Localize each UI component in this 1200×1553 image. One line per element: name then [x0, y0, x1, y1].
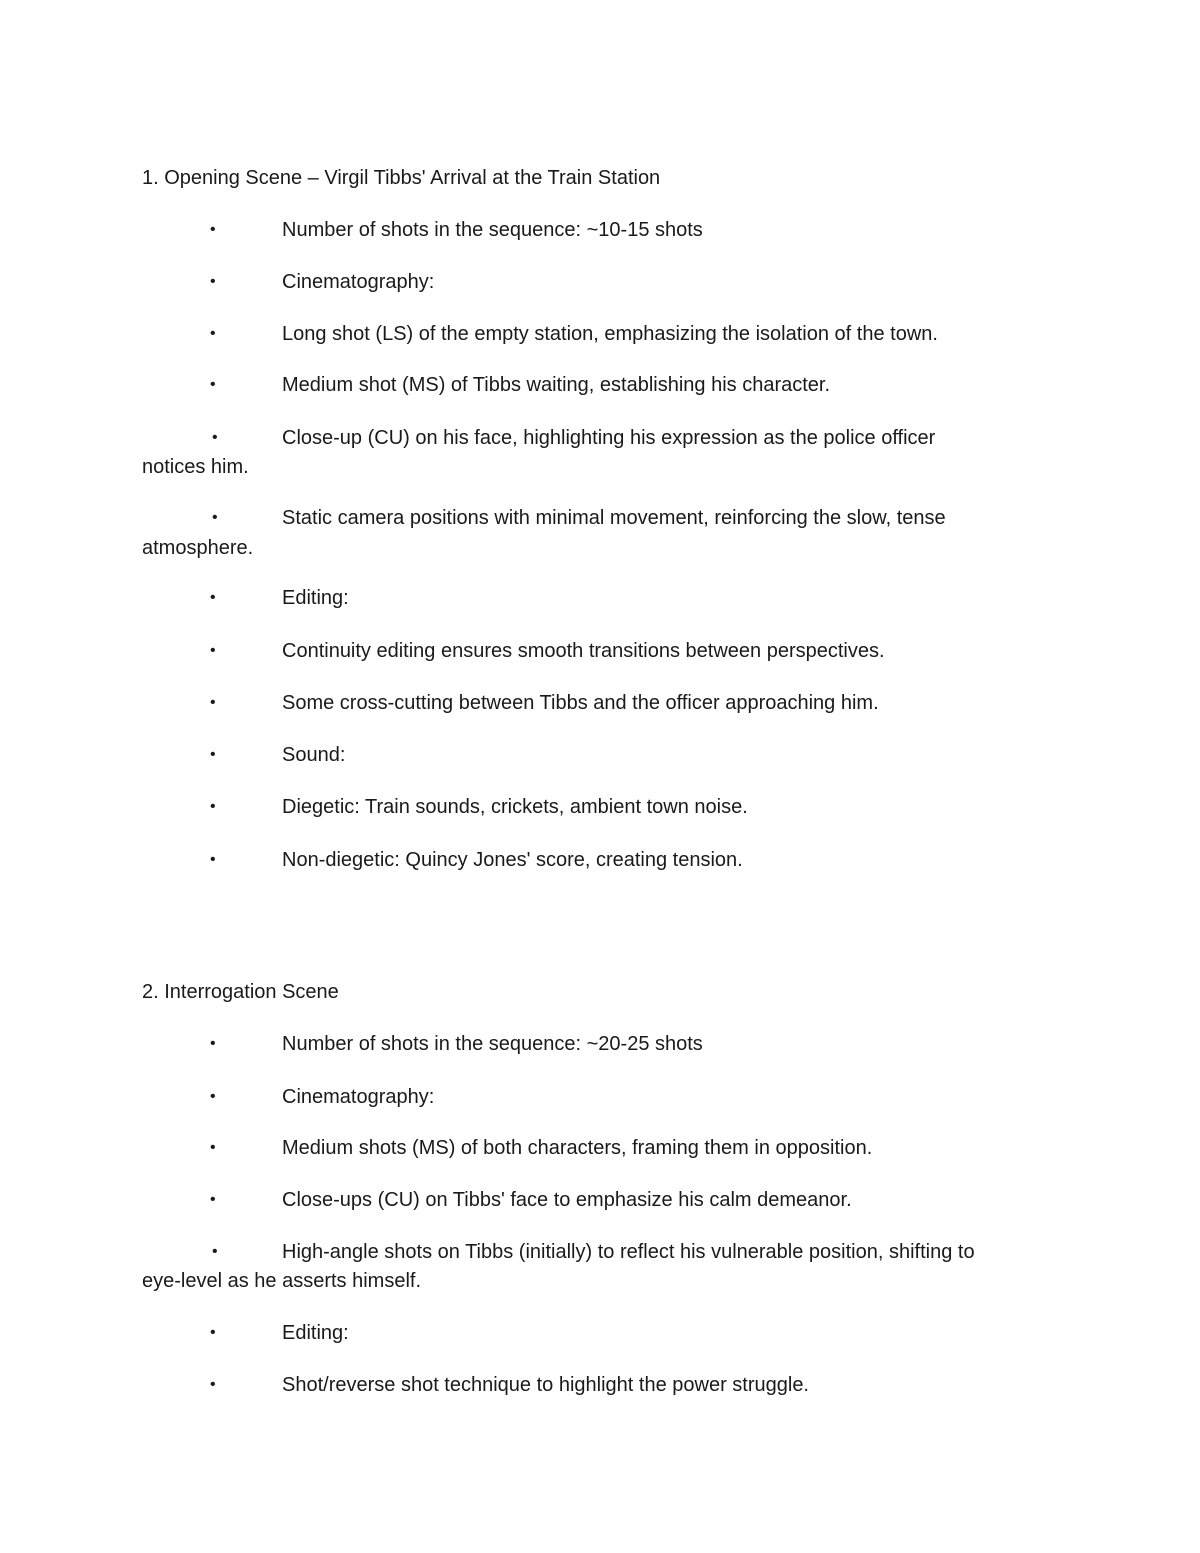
bullet-icon: • — [212, 509, 218, 526]
bullet-icon: • — [210, 221, 216, 238]
section-heading: 1. Opening Scene – Virgil Tibbs' Arrival at the Train Station — [142, 167, 661, 189]
bullet-icon: • — [210, 325, 216, 342]
bullet-icon: • — [210, 1088, 216, 1105]
bullet-icon: • — [212, 429, 218, 446]
list-item-text: Shot/reverse shot technique to highlight the power struggle. — [282, 1374, 809, 1396]
bullet-icon: • — [210, 1376, 216, 1393]
list-item-text: Cinematography: — [282, 1086, 435, 1108]
bullet-icon: • — [210, 642, 216, 659]
bullet-icon: • — [210, 273, 216, 290]
bullet-icon: • — [210, 798, 216, 815]
list-item-text: Close-up (CU) on his face, highlighting his expression as the police officer — [282, 427, 936, 449]
bullet-icon: • — [210, 1191, 216, 1208]
bullet-icon: • — [210, 376, 216, 393]
list-item-text: Diegetic: Train sounds, crickets, ambient town noise. — [282, 796, 748, 818]
list-item-text: High-angle shots on Tibbs (initially) to reflect his vulnerable position, shifting to — [282, 1241, 975, 1263]
list-item-text: Non-diegetic: Quincy Jones' score, creating tension. — [282, 849, 743, 871]
bullet-icon: • — [210, 746, 216, 763]
list-item-text: Editing: — [282, 1322, 349, 1344]
bullet-icon: • — [210, 589, 216, 606]
list-item-text: Number of shots in the sequence: ~20-25 shots — [282, 1033, 703, 1055]
list-item-text: Medium shots (MS) of both characters, framing them in opposition. — [282, 1137, 873, 1159]
section-heading: 2. Interrogation Scene — [142, 981, 339, 1003]
list-item-continuation: notices him. — [142, 456, 249, 478]
list-item-text: Close-ups (CU) on Tibbs' face to emphasize his calm demeanor. — [282, 1189, 852, 1211]
list-item-continuation: eye-level as he asserts himself. — [142, 1270, 422, 1292]
list-item-text: Number of shots in the sequence: ~10-15 shots — [282, 219, 703, 241]
list-item-text: Continuity editing ensures smooth transitions between perspectives. — [282, 640, 885, 662]
list-item-text: Static camera positions with minimal movement, reinforcing the slow, tense — [282, 507, 946, 529]
bullet-icon: • — [210, 1139, 216, 1156]
list-item-text: Sound: — [282, 744, 346, 766]
bullet-icon: • — [212, 1243, 218, 1260]
list-item-text: Some cross-cutting between Tibbs and the officer approaching him. — [282, 692, 879, 714]
bullet-icon: • — [210, 1324, 216, 1341]
list-item-continuation: atmosphere. — [142, 537, 254, 559]
list-item-text: Medium shot (MS) of Tibbs waiting, establishing his character. — [282, 374, 831, 396]
bullet-icon: • — [210, 851, 216, 868]
list-item-text: Editing: — [282, 587, 349, 609]
list-item-text: Cinematography: — [282, 271, 435, 293]
bullet-icon: • — [210, 694, 216, 711]
bullet-icon: • — [210, 1035, 216, 1052]
list-item-text: Long shot (LS) of the empty station, emphasizing the isolation of the town. — [282, 323, 938, 345]
